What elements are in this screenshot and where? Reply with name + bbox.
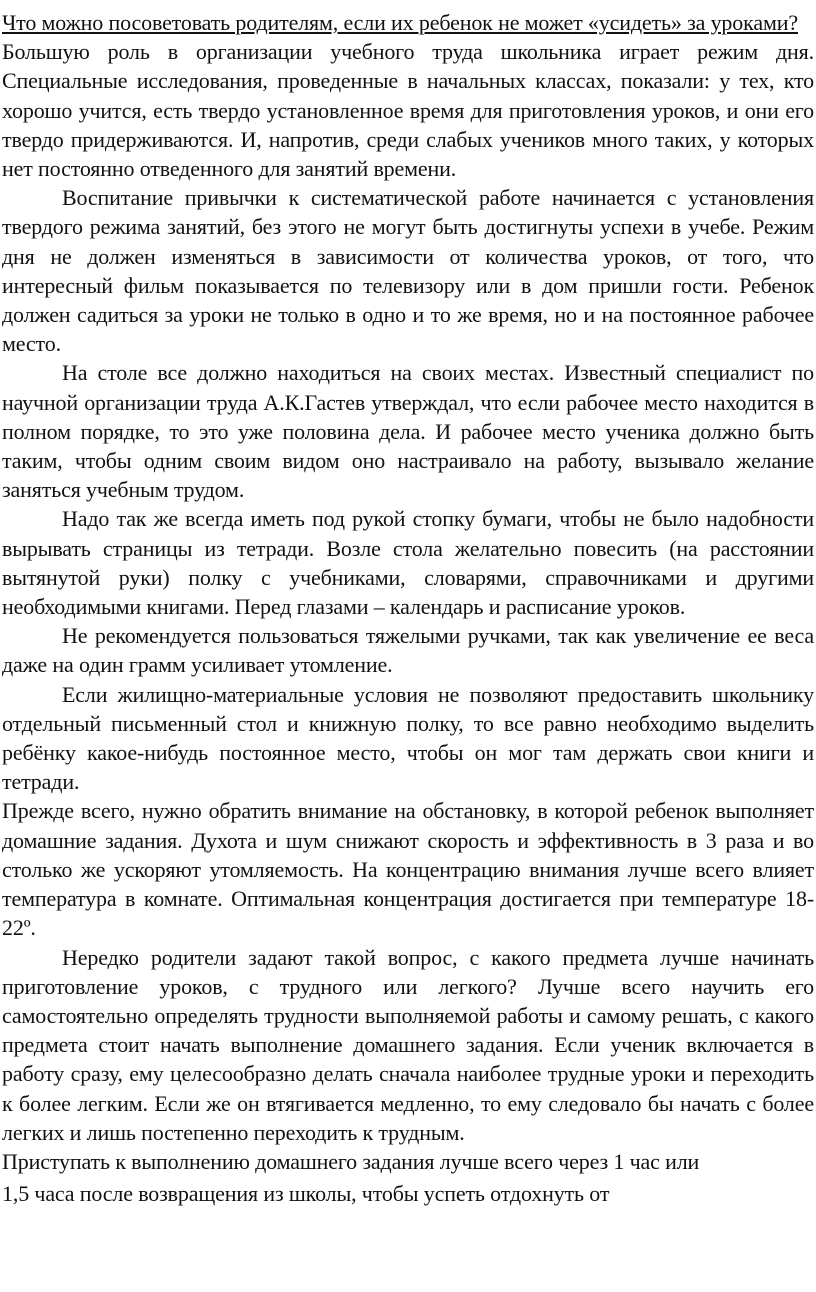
paragraph-pens: Не рекомендуется пользоваться тяжелыми ручками, так как увеличение ее веса даже на один грамм усиливает утомление. (2, 623, 814, 678)
start-time-line-1: Приступать к выполнению домашнего задания лучше всего через 1 час или (2, 1148, 700, 1174)
document-title: Что можно посоветовать родителям, если их ребенок не может «усидеть» за уроками? (2, 10, 798, 35)
paragraph-paper-shelf: Надо так же всегда иметь под рукой стопку бумаги, чтобы не было надобности вырывать страницы из тетради. Возле стола желательно повесить (на расстоянии вытянутой руки) полку с учебниками, словарями, справочниками и другими необходимыми книгами. Перед глазами – календарь и расписание уроков. (2, 506, 814, 620)
paragraph-desk-order: На столе все должно находиться на своих местах. Известный специалист по научной организации труда А.К.Гастев утверждал, что если рабочее место находится в полном порядке, то это уже половина дела. И рабочее место ученика должно быть таким, чтобы одним своим видом оно настраивало на работу, вызывало желание заняться учебным трудом. (2, 360, 814, 503)
paragraph-environment: Прежде всего, нужно обратить внимание на обстановку, в которой ребенок выполняет домашние задания. Духота и шум снижают скорость и эффективность в 3 раза и во столько же ускоряют утомляемость. На концентрацию внимания лучше всего влияет температура в комнате. Оптимальная концентрация достигается при температуре 18-22º. (2, 798, 814, 941)
start-time-line-2: 1,5 часа после возвращения из школы, чтобы успеть отдохнуть от (2, 1181, 610, 1207)
paragraph-habit: Воспитание привычки к систематической работе начинается с установления твердого режима занятий, без этого не могут быть достигнуты успехи в учебе. Режим дня не должен изменяться в зависимости от количества уроков, от того, что интересный фильм показывается по телевизору или в дом пришли гости. Ребенок должен садиться за уроки не только в одно и то же время, но и на постоянное рабочее место. (2, 185, 814, 357)
paragraph-daily-routine: Большую роль в организации учебного труда школьника играет режим дня. Специальные исследования, проведенные в начальных классах, показали: у тех, кто хорошо учится, есть твердо установленное время для приготовления уроков, и они его твердо придерживаются. И, напротив, среди слабых учеников много таких, у которых нет постоянно отведенного для занятий времени. (2, 39, 814, 182)
paragraph-living-conditions: Если жилищно-материальные условия не позволяют предоставить школьнику отдельный письменный стол и книжную полку, то все равно необходимо выделить ребёнку какое-нибудь постоянное место, чтобы он мог там держать свои книги и тетради. (2, 681, 814, 795)
paragraph-subject-order: Нередко родители задают такой вопрос, с какого предмета лучше начинать приготовление уроков, с трудного или легкого? Лучше всего научить его самостоятельно определять трудности выполняемой работы и самому решать, с какого предмета стоит начать выполнение домашнего задания. Если ученик включается в работу сразу, ему целесообразно делать сначала наиболее трудные уроки и переходить к более легким. Если же он втягивается медленно, то ему следовало бы начать с более легких и лишь постепенно переходить к трудным. (2, 944, 814, 1145)
paragraph-start-time (2, 1147, 814, 1208)
